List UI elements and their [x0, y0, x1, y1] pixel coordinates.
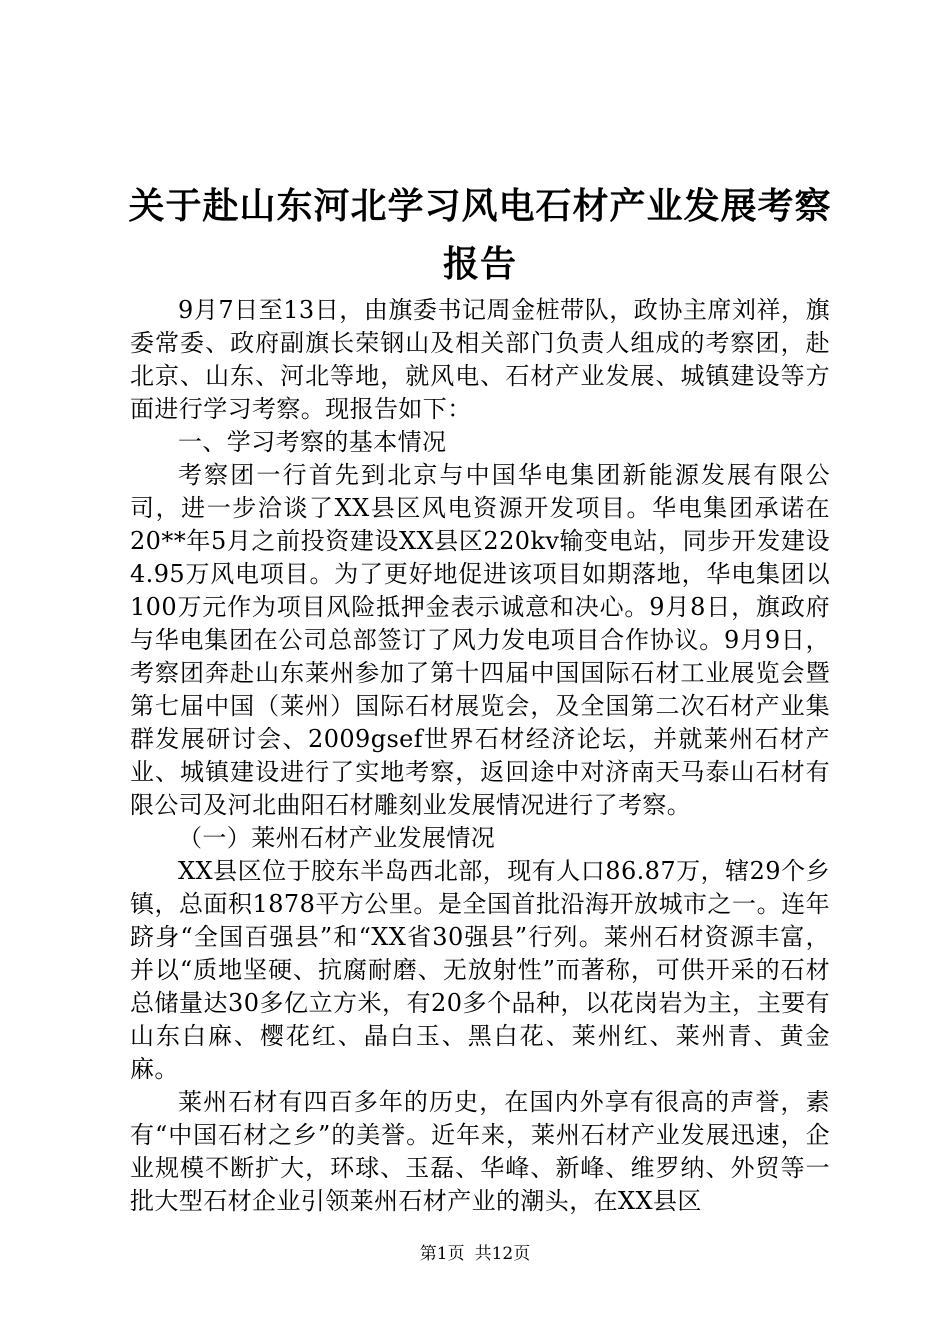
body-paragraph: 莱州石材有四百多年的历史，在国内外享有很高的声誉，素有“中国石材之乡”的美誉。近年来，莱州石材产业发展迅速，企业规模不断扩大，环球、玉磊、华峰、新峰、维罗纳、外贸等一批大型石材企业引领莱州石材产业的潮头，在XX县区 [130, 1088, 830, 1215]
section-heading-1: 一、学习考察的基本情况 [178, 428, 447, 456]
subsection-heading-1: （一）莱州石材产业发展情况 [178, 824, 496, 852]
body-paragraph: 考察团一行首先到北京与中国华电集团新能源发展有限公司，进一步洽谈了XX县区风电资源开发项目。华电集团承诺在20**年5月之前投资建设XX县区220kv输变电站，同步开发建设4.95万风电项目。为了更好地促进该项目如期落地，华电集团以100万元作为项目风险抵押金表示诚意和决心。9月8日，旗政府与华电集团在公司总部签订了风力发电项目合作协议。9月9日，考察团奔赴山东莱州参加了第十四届中国国际石材工业展览会暨第七届中国（莱州）国际石材展览会，及全国第二次石材产业集群发展研讨会、2009gsef世界石材经济论坛，并就莱州石材产业、城镇建设进行了实地考察，返回途中对济南天马泰山石材有限公司及河北曲阳石材雕刻业发展情况进行了考察。 [130, 461, 830, 819]
intro-paragraph: 9月7日至13日，由旗委书记周金桩带队，政协主席刘祥，旗委常委、政府副旗长荣钢山及相关部门负责人组成的考察团，赴北京、山东、河北等地，就风电、石材产业发展、城镇建设等方面进行学习考察。现报告如下： [130, 296, 830, 423]
page-footer [0, 1243, 950, 1265]
page-total: 共12页 [474, 1244, 531, 1264]
page-number: 第1页 [419, 1244, 465, 1264]
document-body [130, 294, 830, 1218]
document-title: 关于赴山东河北学习风电石材产业发展考察报告 [128, 186, 832, 285]
body-paragraph: XX县区位于胶东半岛西北部，现有人口86.87万，辖29个乡镇，总面积1878平方公里。是全国首批沿海开放城市之一。连年跻身“全国百强县”和“XX省30强县”行列。莱州石材资源丰富，并以“质地坚硬、抗腐耐磨、无放射性”而著称，可供开采的石材总储量达30多亿立方米，有20多个品种，以花岗岩为主，主要有山东白麻、樱花红、晶白玉、黑白花、莱州红、莱州青、黄金麻。 [130, 857, 830, 1083]
